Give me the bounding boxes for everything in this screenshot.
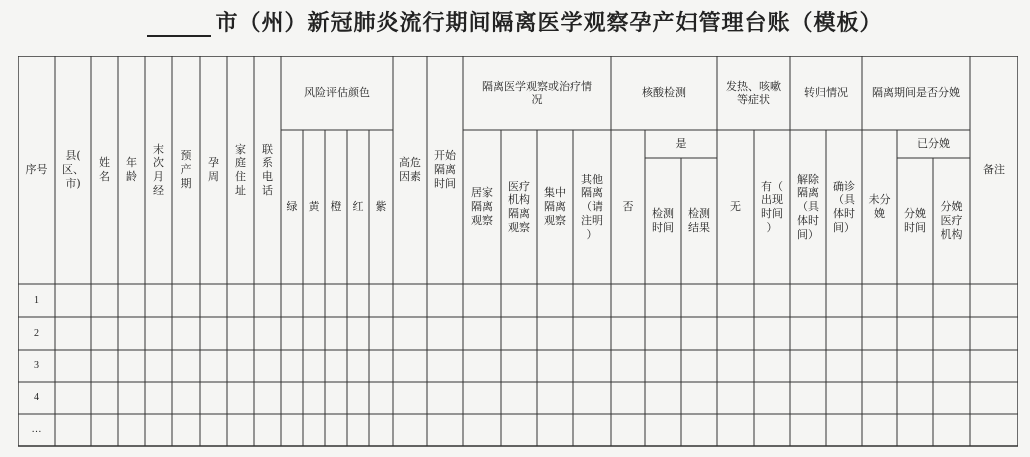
header-high-risk: 高危 因素: [399, 156, 421, 183]
header-address: 家 庭 住 址: [235, 142, 246, 197]
transfer-release: 解除 隔离 （具 体时 间）: [797, 172, 819, 241]
delivery-no: 未分 娩: [868, 193, 891, 220]
header-nucleic-test: 核酸检测: [642, 86, 686, 100]
risk-orange: 橙: [330, 200, 342, 214]
delivery-time: 分娩 时间: [904, 207, 926, 234]
header-isolation-group: 隔离医学观察或治疗情况: [482, 79, 592, 106]
symptom-has: 有（ 出现 时间 ）: [761, 179, 783, 234]
header-county: 县( 区、 市): [62, 149, 84, 190]
isolation-medical: 医疗 机构 隔离 观察: [508, 179, 530, 234]
header-gest-week: 孕 周: [208, 156, 219, 183]
risk-purple: 紫: [375, 200, 387, 214]
nucleic-yes: 是: [675, 137, 687, 151]
header-delivery: 隔离期间是否分娩: [872, 86, 960, 100]
row-number-1: 1: [34, 294, 39, 306]
header-seq: 序号: [25, 163, 48, 177]
delivery-facility: 分娩 医疗 机构: [940, 200, 963, 241]
header-risk-color: 风险评估颜色: [304, 86, 370, 100]
isolation-home: 居家 隔离 观察: [471, 186, 493, 227]
header-phone: 联 系 电 话: [262, 142, 273, 197]
transfer-confirmed: 确诊 （具 体时 间）: [833, 179, 855, 234]
title-text: 市（州）新冠肺炎流行期间隔离医学观察孕产妇管理台账（模板）: [215, 10, 883, 36]
header-start-isolation: 开始 隔离 时间: [434, 149, 456, 190]
row-number-4: 4: [34, 392, 39, 403]
nucleic-test-result: 检测 结果: [688, 207, 710, 234]
row-number-2: 2: [34, 327, 39, 339]
delivery-yes: 已分娩: [917, 137, 950, 151]
isolation-other: 其他 隔离 （请 注明 ）: [581, 172, 603, 241]
header-lmp: 末 次 月 经: [153, 142, 164, 197]
symptom-none: 无: [730, 200, 741, 214]
risk-green: 绿: [286, 200, 298, 214]
ledger-table: [18, 56, 1018, 448]
nucleic-no: 否: [622, 200, 634, 214]
header-remarks: 备注: [983, 163, 1005, 177]
document-title: [0, 6, 1030, 46]
title-blank-line: [147, 13, 211, 37]
row-number-more: …: [31, 424, 42, 435]
header-symptoms: 发热、咳嗽等症状: [726, 79, 781, 106]
nucleic-test-time: 检测 时间: [652, 207, 674, 234]
header-age: 年 龄: [126, 156, 137, 183]
row-number-3: 3: [34, 360, 39, 371]
isolation-central: 集中 隔离 观察: [544, 186, 566, 227]
header-transfer: 转归情况: [804, 86, 848, 100]
risk-red: 红: [352, 200, 364, 214]
header-name: 姓 名: [99, 156, 110, 183]
header-edd: 预 产 期: [180, 149, 192, 190]
risk-yellow: 黄: [308, 200, 320, 214]
